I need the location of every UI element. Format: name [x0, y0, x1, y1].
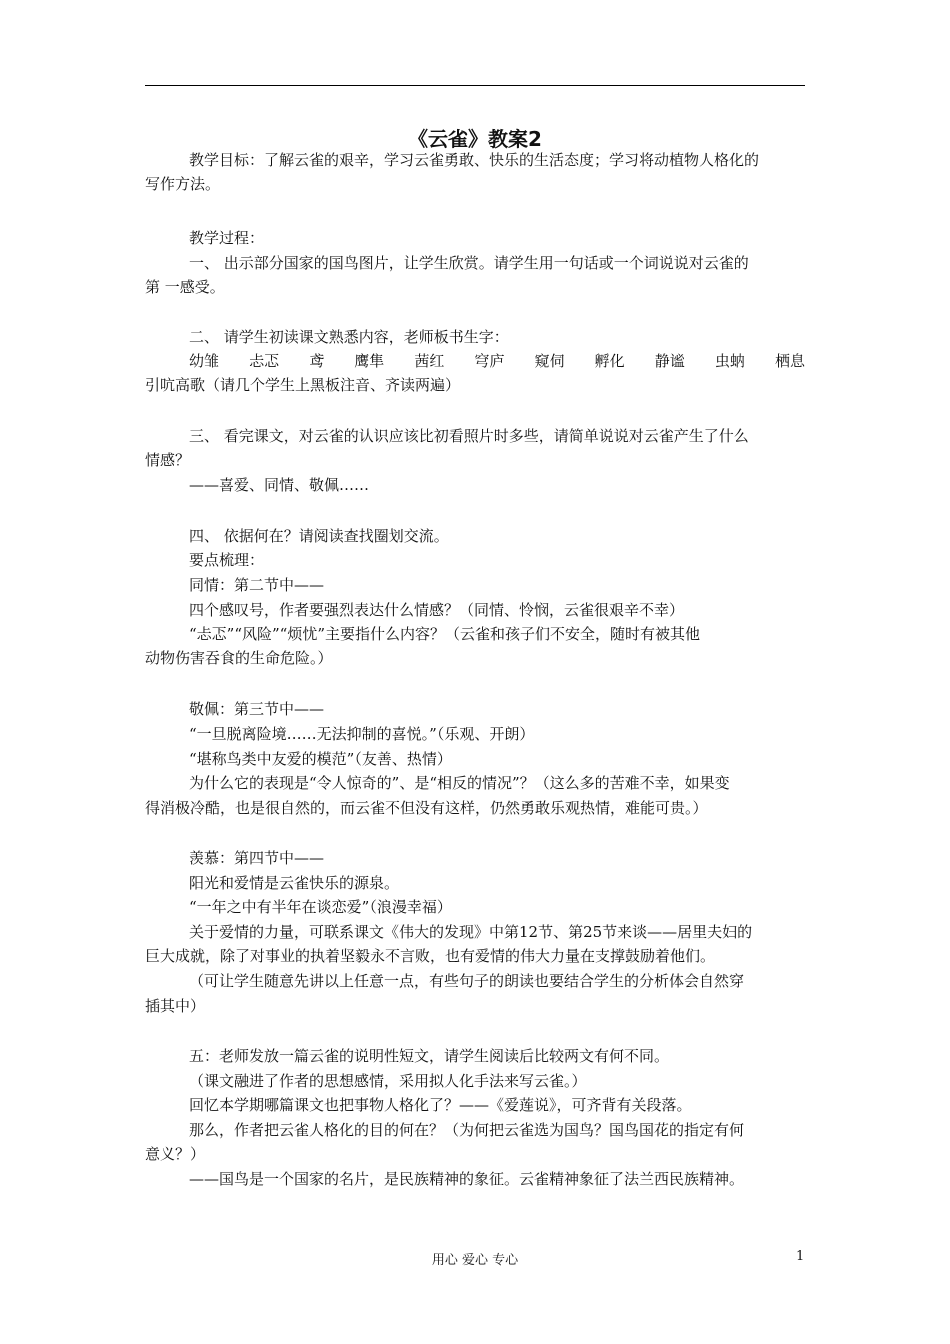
- goal-line: 写作方法。: [145, 175, 221, 193]
- sympathy-line: “忐忑”“风险”“烦忧”主要指什么内容？（云雀和孩子们不安全，随时有被其他: [189, 625, 701, 643]
- document-title: 《云雀》教案2: [408, 127, 542, 151]
- vocab-word: 茜红: [414, 352, 445, 370]
- respect-line: 为什么它的表现是“令人惊奇的”、是“相反的情况”？（这么多的苦难不幸，如果变: [189, 774, 730, 792]
- page-footer: 用心 爱心 专心: [431, 1253, 519, 1268]
- step-three-answer: ——喜爱、同情、敬佩……: [189, 476, 370, 494]
- envy-line: 巨大成就，除了对事业的执着坚毅永不言败，也有爱情的伟大力量在支撑鼓励着他们。: [145, 947, 716, 965]
- respect-heading: 敬佩：第三节中——: [189, 700, 325, 718]
- envy-heading: 羡慕：第四节中——: [189, 849, 325, 867]
- vocab-list: [189, 349, 805, 373]
- step-two-line: 二、 请学生初读课文熟悉内容，老师板书生字：: [189, 328, 509, 346]
- respect-line: “堪称鸟类中友爱的模范”（友善、热情）: [189, 750, 452, 768]
- step-five-line: 那么，作者把云雀人格化的目的何在？（为何把云雀选为国鸟？国鸟国花的指定有何: [189, 1121, 745, 1139]
- sympathy-line: 动物伤害吞食的生命危险。）: [145, 649, 333, 667]
- teacher-note: （可让学生随意先讲以上任意一点，有些句子的朗读也要结合学生的分析体会自然穿: [189, 972, 745, 990]
- step-five-line: 回忆本学期哪篇课文也把事物人格化了？——《爱莲说》，可齐背有关段落。: [189, 1096, 692, 1114]
- step-two-line: 引吭高歌（请几个学生上黑板注音、齐读两遍）: [145, 376, 461, 394]
- goal-line: 教学目标：了解云雀的艰辛，学习云雀勇敢、快乐的生活态度；学习将动植物人格化的: [189, 151, 760, 169]
- vocab-word: 孵化: [594, 352, 625, 370]
- step-one-line: 一、 出示部分国家的国鸟图片，让学生欣赏。请学生用一句话或一个词说说对云雀的: [189, 254, 749, 272]
- step-three-line: 情感？: [145, 451, 191, 469]
- envy-line: 关于爱情的力量，可联系课文《伟大的发现》中第12节、第25节来谈——居里夫妇的: [189, 923, 753, 941]
- points-heading: 要点梳理：: [189, 551, 265, 569]
- step-five-line: 五：老师发放一篇云雀的说明性短文，请学生阅读后比较两文有何不同。: [189, 1047, 670, 1065]
- vocab-word: 忐忑: [249, 352, 280, 370]
- process-heading: 教学过程：: [189, 229, 265, 247]
- vocab-word: 虫蚋: [714, 352, 745, 370]
- teacher-note: 插其中）: [145, 997, 206, 1015]
- vocab-word: 栖息: [774, 352, 805, 370]
- step-five-line: 意义？）: [145, 1145, 206, 1163]
- vocab-word: 窥伺: [534, 352, 565, 370]
- vocab-word: 静谧: [654, 352, 685, 370]
- step-three-line: 三、 看完课文，对云雀的认识应该比初看照片时多些，请简单说说对云雀产生了什么: [189, 427, 749, 445]
- sympathy-line: 四个感叹号，作者要强烈表达什么情感？（同情、怜悯，云雀很艰辛不幸）: [189, 601, 685, 619]
- vocab-word: 穹庐: [474, 352, 505, 370]
- header-rule: [145, 85, 805, 86]
- respect-line: 得消极冷酷，也是很自然的，而云雀不但没有这样，仍然勇敢乐观热情，难能可贵。）: [145, 799, 708, 817]
- vocab-word: 鹰隼: [354, 352, 385, 370]
- sympathy-heading: 同情：第二节中——: [189, 576, 325, 594]
- respect-line: “一旦脱离险境……无法抑制的喜悦。”（乐观、开朗）: [189, 725, 535, 743]
- step-four-line: 四、 依据何在？请阅读查找圈划交流。: [189, 527, 449, 545]
- vocab-word: 幼雏: [189, 352, 220, 370]
- step-five-line: ——国鸟是一个国家的名片，是民族精神的象征。云雀精神象征了法兰西民族精神。: [189, 1170, 745, 1188]
- vocab-word: 鸢: [309, 352, 325, 370]
- page-number: 1: [796, 1249, 805, 1264]
- step-one-line: 第 一感受。: [145, 278, 225, 296]
- envy-line: 阳光和爱情是云雀快乐的源泉。: [189, 874, 400, 892]
- envy-line: “一年之中有半年在谈恋爱”（浪漫幸福）: [189, 898, 452, 916]
- step-five-line: （课文融进了作者的思想感情，采用拟人化手法来写云雀。）: [189, 1072, 587, 1090]
